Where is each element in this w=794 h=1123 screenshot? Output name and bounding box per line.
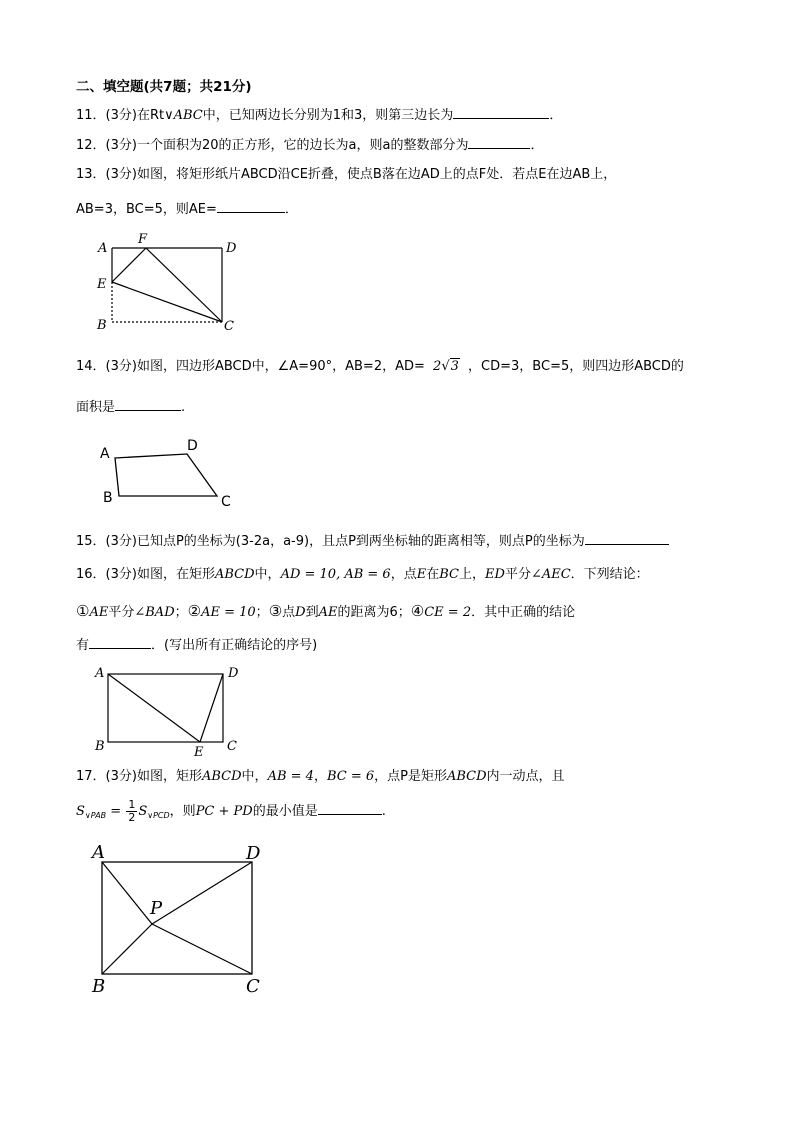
q14-label-A: A [100, 446, 110, 462]
q17-t6: 的最小值是 [252, 804, 318, 819]
q16-figure [90, 662, 250, 758]
q16-t3: ，点 [390, 567, 417, 582]
q13-edge-EC [112, 282, 222, 322]
question-14-line2 [76, 396, 185, 417]
q16-note: ．(写出所有正确结论的序号) [151, 638, 318, 653]
question-16-line2 [76, 602, 575, 622]
q17-fraction [126, 799, 137, 824]
q14-quadrilateral [115, 454, 217, 496]
q16-c3b: 到 [305, 605, 319, 620]
question-15 [76, 530, 669, 551]
q17-t2: 中， [241, 769, 268, 784]
question-17-line2 [76, 798, 386, 830]
q13-text-line2: AB=3，BC=5，则AE= [76, 202, 217, 217]
q17-abcd-2: ABCD [446, 769, 487, 784]
q17-frac-den: 2 [128, 811, 136, 824]
question-13-line2 [76, 198, 298, 219]
q13-label-E: E [97, 277, 107, 292]
q14-sqrt-radicand: 3 [450, 359, 459, 374]
q16-conclusion-1-marker: ① [76, 602, 90, 620]
q17-s1: S [76, 804, 85, 819]
q16-line3: 有 [76, 638, 90, 653]
q16-points: (3分) [105, 567, 137, 582]
q16-bad: ∠BAD [134, 605, 175, 620]
q15-answer-blank[interactable] [585, 530, 669, 545]
q16-c1-text: 平分 [108, 605, 135, 620]
q17-segment-PB [102, 924, 152, 974]
q11-number: 11． [76, 108, 106, 123]
q17-figure [88, 840, 278, 1000]
q14-points: (3分) [105, 359, 137, 374]
question-11 [76, 104, 562, 125]
question-12 [76, 134, 543, 155]
q14-figure [95, 432, 245, 512]
q15-points: (3分) [105, 534, 137, 549]
q13-answer-blank[interactable] [217, 198, 285, 213]
q17-sep: ， [313, 769, 327, 784]
q13-label-C: C [224, 319, 234, 334]
q14-label-D: D [187, 438, 198, 454]
q12-points: (3分) [105, 138, 137, 153]
q13-figure [90, 230, 250, 340]
q13-label-F: F [138, 232, 148, 247]
q17-abcd: ABCD [201, 769, 242, 784]
q12-number: 12． [76, 138, 106, 153]
q16-segment-AE [108, 674, 200, 742]
q13-edge-EF [112, 248, 146, 282]
q13-label-A: A [98, 241, 108, 256]
q16-rectangle [108, 674, 223, 742]
q16-ae-2: AE [318, 605, 338, 620]
q13-edge-FC [146, 248, 222, 322]
q16-sep1: ； [174, 605, 188, 620]
q15-number: 15． [76, 534, 106, 549]
q14-number: 14． [76, 359, 106, 374]
q11-points: (3分) [105, 108, 137, 123]
q17-end: . [381, 804, 386, 819]
q17-bc6: BC = 6 [326, 769, 375, 784]
q16-angle: ∠AEC [530, 567, 571, 582]
q16-c3c: 的距离为6； [337, 605, 411, 620]
q17-answer-blank[interactable] [318, 800, 382, 815]
q11-text-pre: 在Rt [136, 108, 165, 123]
q14-text-post: ，CD=3，BC=5，则四边形ABCD的 [468, 359, 684, 374]
q16-label-B: B [95, 739, 105, 754]
q17-label-C: C [246, 976, 260, 997]
q13-number: 13． [76, 167, 106, 182]
q14-text-pre: 如图，四边形ABCD中，∠A=90°，AB=2，AD= [136, 359, 425, 374]
q17-t1: 如图，矩形 [136, 769, 202, 784]
q16-t1: 如图，在矩形 [136, 567, 215, 582]
q16-label-D: D [228, 666, 239, 681]
q16-segment-DE [200, 674, 223, 742]
q17-t3: ，点P是矩形 [374, 769, 447, 784]
q14-label-B: B [103, 490, 113, 506]
q16-point-d: D [295, 605, 306, 620]
q11-answer-blank[interactable] [453, 104, 549, 119]
q17-expr: PC + PD [195, 804, 253, 819]
q17-label-D: D [246, 843, 261, 864]
q11-end: ． [549, 108, 563, 123]
q17-number: 17． [76, 769, 106, 784]
question-16-line1 [76, 566, 649, 584]
q17-segment-PD [152, 862, 252, 924]
q15-text: 已知点P的坐标为(3-2a，a-9)，且点P到两坐标轴的距离相等，则点P的坐标为 [136, 534, 585, 549]
q16-sep2: ； [255, 605, 269, 620]
q16-conclusion-2-marker: ② [187, 602, 202, 620]
q17-sub-pab: ∨PAB [84, 811, 107, 820]
question-13-line1 [76, 166, 616, 184]
q16-t2: 中， [254, 567, 281, 582]
q16-t6: 平分 [504, 567, 531, 582]
q13-end: ． [284, 202, 298, 217]
q12-text: 一个面积为20的正方形，它的边长为a，则a的整数部分为 [136, 138, 469, 153]
q17-segment-PA [102, 862, 152, 924]
q14-label-C: C [221, 494, 231, 510]
q13-text-line1: 如图，将矩形纸片ABCD沿CE折叠，使点B落在边AD上的点F处．若点E在边AB上， [136, 167, 617, 182]
q16-t7: ．下列结论： [570, 567, 649, 582]
q17-sub-pcd: ∨PCD [147, 811, 170, 820]
q17-rectangle [102, 862, 252, 974]
q17-label-B: B [92, 976, 106, 997]
question-14-line1 [76, 358, 684, 376]
q17-points: (3分) [105, 769, 137, 784]
q16-bc: BC [439, 567, 459, 582]
question-16-line3 [76, 634, 317, 655]
q14-text-line2: 面积是 [76, 400, 116, 415]
q16-label-C: C [227, 739, 237, 754]
q16-conclusion-3-marker: ③ [268, 602, 283, 620]
q17-segment-PC [152, 924, 252, 974]
q11-text-mid: 中，已知两边长分别为1和3，则第三边长为 [202, 108, 454, 123]
q12-end: ． [530, 138, 544, 153]
q16-ae: AE [89, 605, 109, 620]
q17-ab4: AB = 4 [267, 769, 314, 784]
q14-sqrt-expr: 2√3 [433, 359, 459, 374]
q16-conclusion-4-marker: ④ [410, 602, 425, 620]
q16-ce2: CE = 2 [424, 605, 472, 620]
q17-t4: 内一动点，且 [486, 769, 565, 784]
q17-label-A: A [92, 842, 105, 863]
q16-condition: AD = 10, AB = 6 [280, 567, 391, 582]
q13-label-D: D [226, 241, 237, 256]
q14-end: . [181, 400, 186, 415]
q16-t4: 在 [426, 567, 440, 582]
q17-eq: = [106, 804, 126, 819]
q16-point-e: E [416, 567, 427, 582]
q16-c3a: 点 [282, 605, 296, 620]
q16-c4-text: ．其中正确的结论 [471, 605, 576, 620]
q13-label-B: B [97, 318, 107, 333]
q13-points: (3分) [105, 167, 137, 182]
q17-label-P: P [150, 898, 163, 919]
q16-ed: ED [485, 567, 505, 582]
q16-label-E: E [194, 745, 204, 760]
q16-abcd: ABCD [214, 567, 255, 582]
q16-answer-blank[interactable] [89, 634, 151, 649]
section-title: 二、填空题(共7题；共21分) [76, 79, 252, 95]
q16-label-A: A [95, 666, 105, 681]
q11-triangle: ∨ABC [164, 108, 203, 123]
q14-answer-blank[interactable] [115, 396, 181, 411]
q17-t5: ，则 [169, 804, 196, 819]
q17-s2: S [138, 804, 148, 819]
question-17-line1 [76, 768, 565, 786]
q16-t5: 上， [459, 567, 486, 582]
q16-ae10: AE = 10 [201, 605, 256, 620]
q17-frac-num: 1 [128, 798, 136, 811]
q12-answer-blank[interactable] [468, 134, 530, 149]
q14-sqrt-coef: 2 [433, 359, 442, 374]
q16-number: 16． [76, 567, 106, 582]
